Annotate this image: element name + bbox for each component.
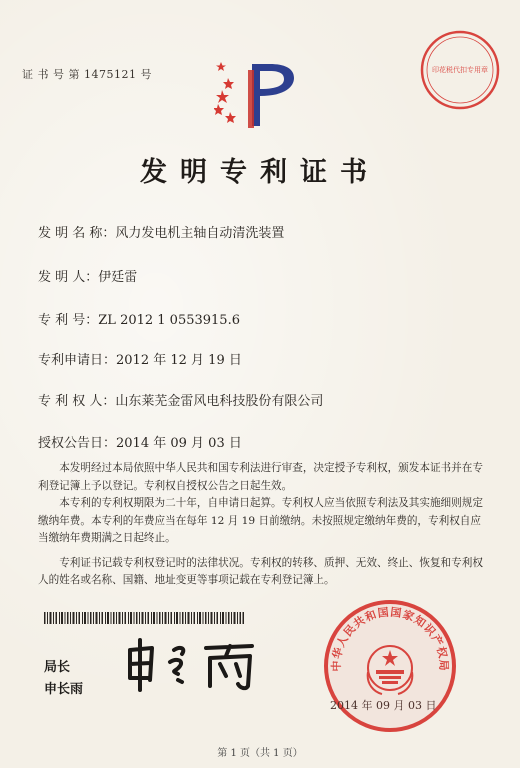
invention-name-row [38,222,284,241]
grant-date-label: 授权公告日： [38,436,117,451]
page-title: 发明专利证书 [140,157,380,188]
body-paragraph-1: 本发明经过本局依照中华人民共和国专利法进行审查，决定授予专利权，颁发本证书并在专利登记簿上予以登记。专利权自授权公告之日起生效。 [38,462,483,492]
inventor-row [38,266,137,285]
official-seal-icon [322,598,458,734]
certificate-body [38,460,486,590]
page-footer: 第 1 页（共 1 页） [217,748,303,759]
tax-seal-icon [418,28,502,112]
inventor-value: 伊廷雷 [98,270,138,285]
inventor-label: 发 明 人： [38,270,99,285]
patentee-value: 山东莱芜金雷风电科技股份有限公司 [115,394,324,409]
certificate-number: 证 书 号 第 1475121 号 [22,68,152,81]
filing-date-label: 专利申请日： [38,353,117,368]
barcode-icon [44,612,244,624]
seal-arc-text: 中华人民共和国国家知识产权局 [329,605,451,672]
invention-name-value: 风力发电机主轴自动清洗装置 [115,226,285,241]
grant-date-value: 2014 年 09 月 03 日 [116,436,242,451]
patentee-label: 专 利 权 人： [38,394,116,409]
signer-title: 局长 [44,660,71,675]
patent-number-row [38,309,240,328]
body-paragraph-3: 专利证书记载专利权登记时的法律状况。专利权的转移、质押、无效、终止、恢复和专利权人的姓名或名称、国籍、地址变更等事项记载在专利登记簿上。 [38,556,483,586]
filing-date-row [38,349,242,368]
signer-name: 申长雨 [44,682,84,697]
patentee-row [38,390,323,409]
seal-date: 2014 年 09 月 03 日 [330,699,437,712]
grant-date-row [38,432,242,451]
body-paragraph-2: 本专利的专利权期限为二十年，自申请日起算。专利权人应当依照专利法及其实施细则规定缴纳年费。本专利的年费应当在每年 12 月 19 日前缴纳。未按照规定缴纳年费的，专利权自应当缴纳年费期满之日起终止。 [38,497,483,544]
handwritten-signature-icon [122,636,272,696]
invention-name-label: 发 明 名 称： [38,226,116,241]
patent-number-label: 专 利 号： [38,313,99,328]
filing-date-value: 2012 年 12 月 19 日 [116,353,242,368]
patent-office-logo-icon [214,60,306,132]
small-seal-inner: 印花税代扣专用章 [432,66,488,74]
patent-number-value: ZL 2012 1 0553915.6 [98,313,240,328]
